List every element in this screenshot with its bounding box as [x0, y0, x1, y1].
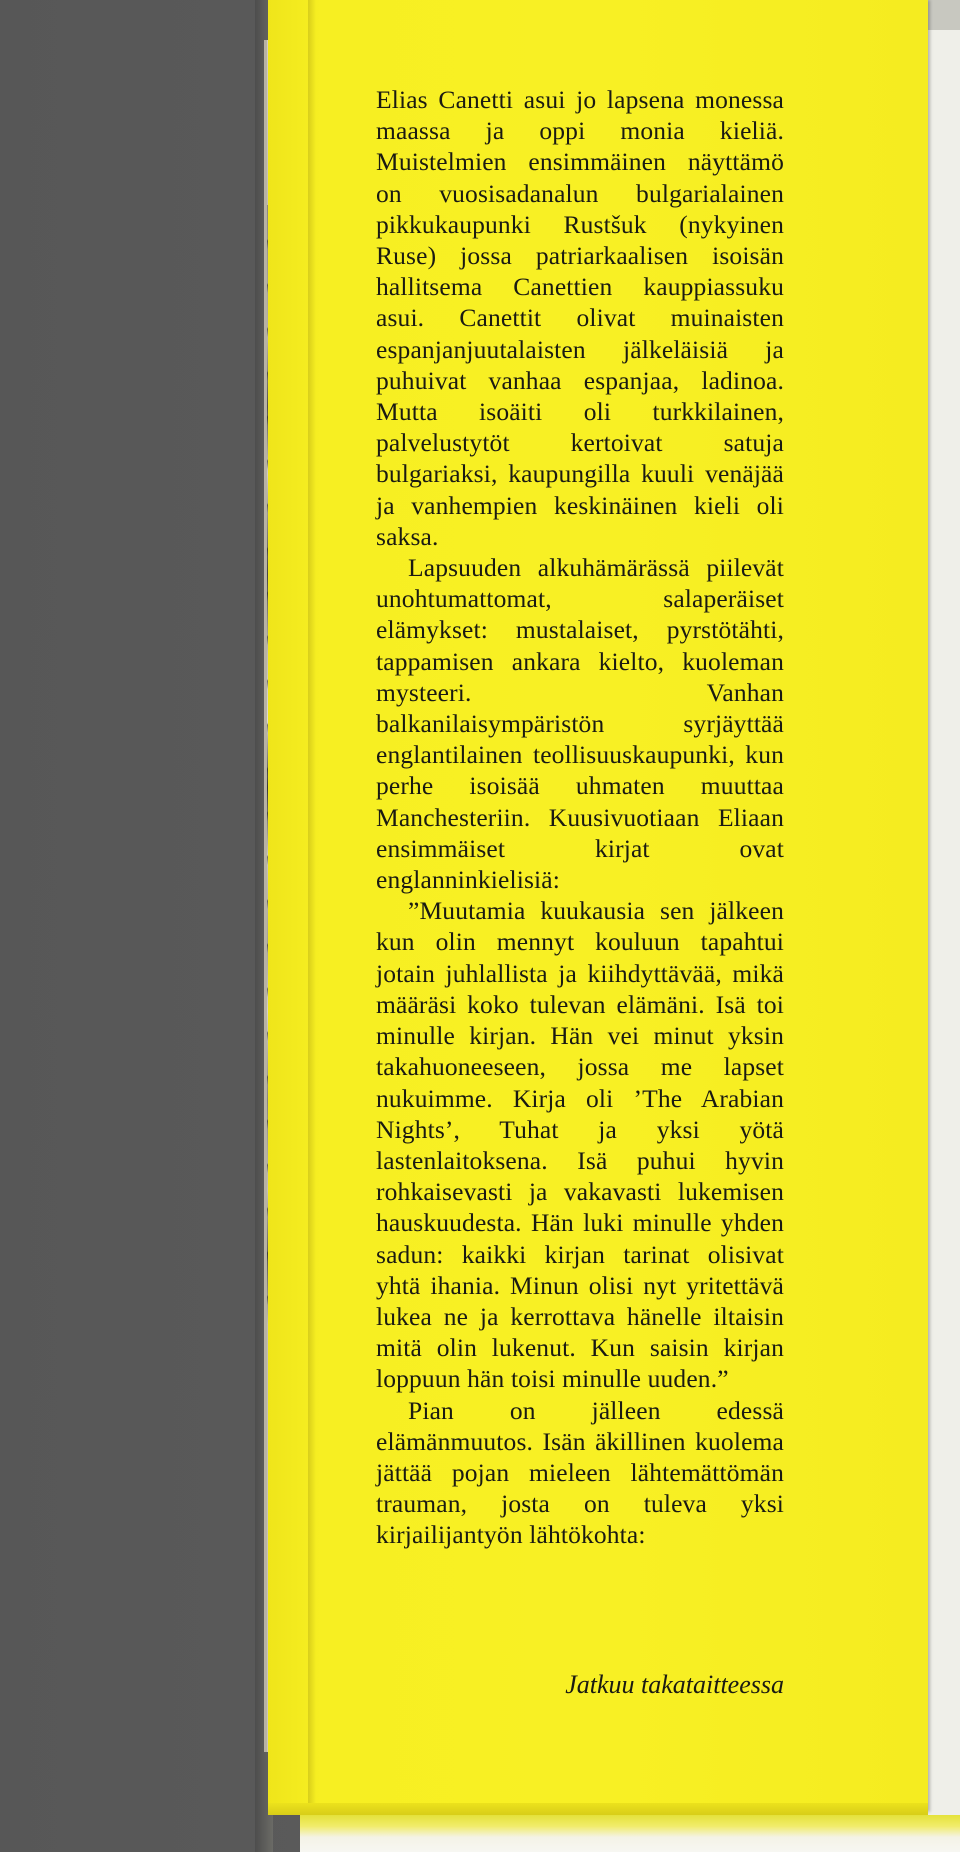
continued-on-back-flap-note: Jatkuu takataitteessa [565, 1670, 784, 1699]
flap-paragraph: Lapsuuden alkuhämärässä piilevät unohtumattomat, salaperäiset elämykset: mustalaiset, pyrstötähti, tappamisen ankara kielto, kuoleman mysteeri. Vanhan balkanilaisympäristön syrjäyttää englantilainen teollisuuskaupunki, kun perhe isoisää uhmaten muuttaa Manchesteriin. Kuusivuotiaan Eliaan ensimmäiset kirjat ovat englanninkielisiä: [376, 553, 784, 895]
flap-bottom-edge [268, 1803, 928, 1815]
flap-text [376, 84, 784, 1551]
flap-paragraph: Elias Canetti asui jo lapsena monessa maassa ja oppi monia kieliä. Muistelmien ensimmäinen näyttämö on vuosisadanalun bulgarialainen pikkukaupunki Rustšuk (nykyinen Ruse) jossa patriarkaalisen isoisän hallitsema Canettien kauppiassuku asui. Canettit olivat muinaisten espanjanjuutalaisten jälkeläisiä ja puhuivat vanhaa espanjaa, ladinoa. Mutta isoäiti oli turkkilainen, palvelustytöt kertoivat satuja bulgariaksi, kaupungilla kuuli venäjää ja vanhempien keskinäinen kieli oli saksa. [376, 85, 784, 551]
book-board-bottom [300, 1815, 960, 1852]
flap-fold-shadow [308, 0, 316, 1812]
flap-paragraph: Pian on jälleen edessä elämänmuutos. Isän äkillinen kuolema jättää pojan mieleen lähtemättömän trauman, josta on tuleva yksi kirjailijantyön lähtökohta: [376, 1395, 784, 1550]
flap-quote-paragraph: ”Muutamia kuukausia sen jälkeen kun olin mennyt kouluun tapahtui jotain juhlallista ja kiihdyttävää, mikä määräsi koko tulevan elämäni. Isä toi minulle kirjan. Hän vei minut yksin takahuoneeseen, jossa me lapset nukuimme. Kirja oli ’The Arabian Nights’, Tuhat ja yksi yötä lastenlaitoksena. Isä puhui hyvin rohkaisevasti ja vakavasti lukemisen hauskuudesta. Hän luki minulle yhden sadun: kaikki kirjan tarinat olisivat yhtä ihania. Minun olisi nyt yritettävä lukea ne ja kerrottava hänelle iltaisin mitä olin lukenut. Kun saisin kirjan loppuun hän toisi minulle uuden.” [376, 896, 784, 1394]
